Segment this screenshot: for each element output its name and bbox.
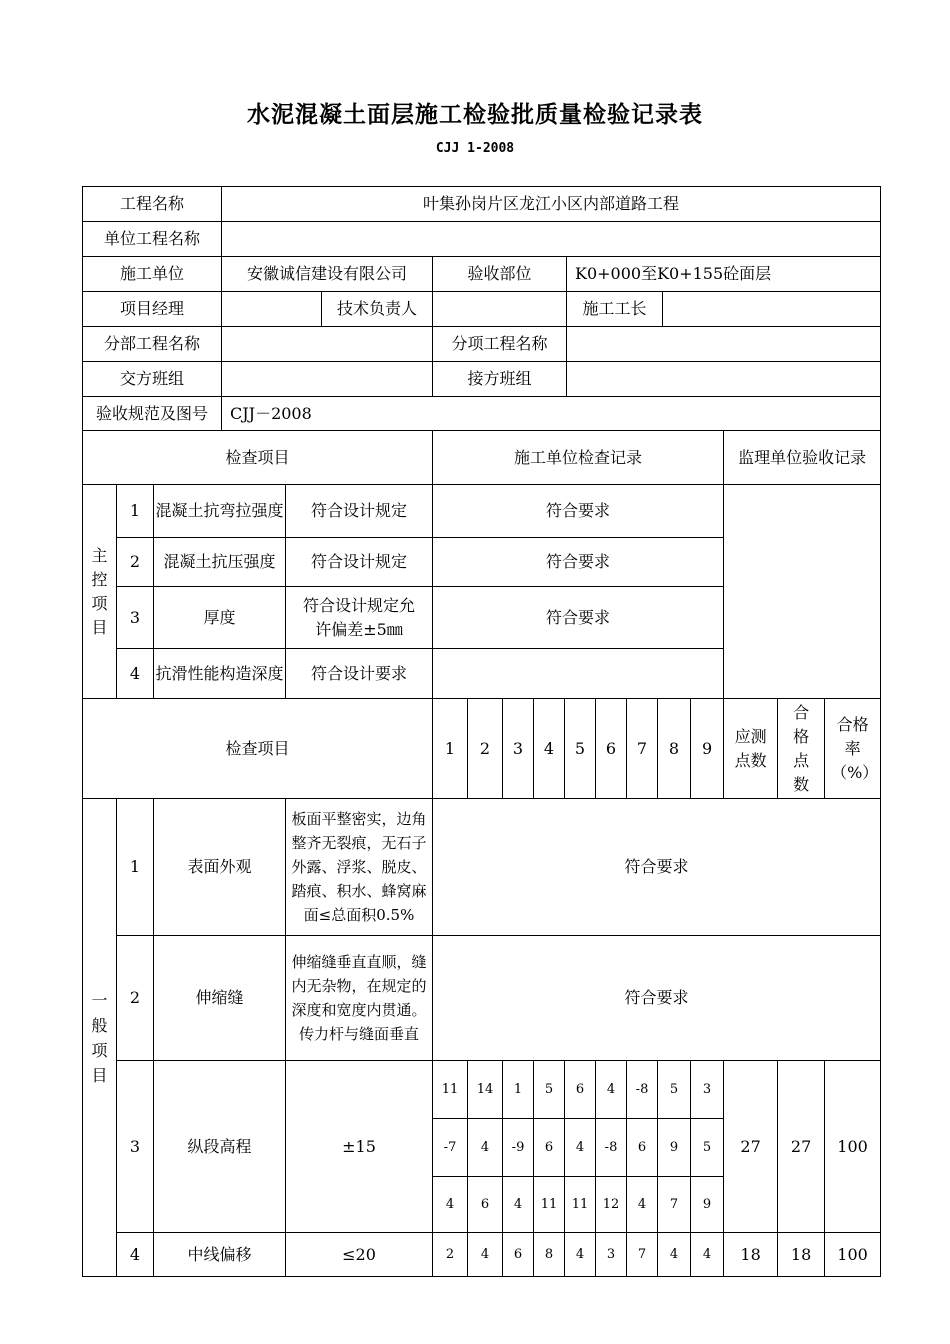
general-row-3-no: 3 [117,1061,154,1233]
reading-cell: 6 [503,1233,534,1277]
reading-cell: 5 [534,1061,565,1119]
point-header-4: 4 [534,699,565,799]
reading-cell: 6 [534,1119,565,1177]
reading-cell: 4 [433,1177,468,1233]
general-row-1-std [286,799,433,936]
standard-code: CJJ 1-2008 [435,141,515,156]
general-row-3-name: 纵段高程 [154,1061,286,1233]
main-row-1-no: 1 [117,485,154,538]
contractor-label: 施工单位 [83,257,222,292]
sub-item-label: 分项工程名称 [433,327,567,362]
pm-label: 项目经理 [83,292,222,327]
general-row-4-pass: 18 [778,1233,825,1277]
spec-value: CJJ－2008 [222,397,881,431]
pass-count-header [778,699,825,799]
supervisor-header-text: 监理单位验收记录 [738,448,867,467]
general-row-4-no: 4 [117,1233,154,1277]
main-row-4-name: 抗滑性能构造深度 [154,649,286,699]
point-header-2: 2 [468,699,503,799]
supervisor-record-cell [724,485,881,699]
general-row-3-pass: 27 [778,1061,825,1233]
general-row-2-std [286,936,433,1061]
inspection-table-body [82,430,881,1277]
spec-label: 验收规范及图号 [83,397,222,431]
unit-project-label: 单位工程名称 [83,222,222,257]
reading-cell: 4 [596,1061,627,1119]
main-row-1-name: 混凝土抗弯拉强度 [154,485,286,538]
general-row-3-should: 27 [724,1061,778,1233]
main-row-3-no: 3 [117,587,154,649]
general-row-4-name: 中线偏移 [154,1233,286,1277]
reading-cell: 4 [658,1233,691,1277]
reading-cell: 8 [534,1233,565,1277]
reading-cell: 11 [534,1177,565,1233]
reading-cell: 5 [691,1119,724,1177]
reading-cell: -7 [433,1119,468,1177]
general-row-4-std: ≤20 [286,1233,433,1277]
reading-cell: 9 [691,1177,724,1233]
handover-team-value [222,362,433,397]
reading-cell: 4 [627,1177,658,1233]
reading-cell: 1 [503,1061,534,1119]
pass-rate-text: 合格率（%） [831,714,879,782]
general-row-2-std-text: 伸缩缝垂直直顺，缝内无杂物，在规定的深度和宽度内贯通。传力杆与缝面垂直 [291,953,427,1043]
general-group-label [83,799,117,1277]
reading-cell: 11 [433,1061,468,1119]
reading-cell: 4 [503,1177,534,1233]
info-table [82,186,881,431]
reading-cell: -8 [596,1119,627,1177]
point-header-1: 1 [433,699,468,799]
reading-cell: 2 [433,1233,468,1277]
reading-cell: 4 [468,1119,503,1177]
page-title: 水泥混凝土面层施工检验批质量检验记录表 [247,102,703,128]
acceptance-part-value: K0+000至K0+155砼面层 [567,257,881,292]
reading-cell: 4 [691,1233,724,1277]
reading-cell: -9 [503,1119,534,1177]
general-header-item: 检查项目 [83,699,433,799]
main-row-3-result: 符合要求 [433,587,724,649]
handover-team-label: 交方班组 [83,362,222,397]
point-header-6: 6 [596,699,627,799]
reading-cell: 4 [565,1119,596,1177]
project-name-value: 叶集孙岗片区龙江小区内部道路工程 [222,187,881,222]
general-row-2-no: 2 [117,936,154,1061]
receiving-team-value [567,362,881,397]
general-row-3-rate: 100 [825,1061,881,1233]
main-row-1-result: 符合要求 [433,485,724,538]
main-control-header-record: 施工单位检查记录 [433,431,724,485]
point-header-7: 7 [627,699,658,799]
reading-cell: 11 [565,1177,596,1233]
sub-division-label: 分部工程名称 [83,327,222,362]
reading-cell: 7 [627,1233,658,1277]
pm-value [222,292,322,327]
main-row-2-no: 2 [117,538,154,587]
general-row-2-name: 伸缩缝 [154,936,286,1061]
general-row-4-rate: 100 [825,1233,881,1277]
general-row-1-name: 表面外观 [154,799,286,936]
main-control-header-supervisor [724,431,881,485]
general-row-1-result: 符合要求 [433,799,881,936]
point-header-8: 8 [658,699,691,799]
reading-cell: 3 [691,1061,724,1119]
tech-lead-label: 技术负责人 [322,292,433,327]
reading-cell: 12 [596,1177,627,1233]
reading-cell: 6 [565,1061,596,1119]
general-row-1-no: 1 [117,799,154,936]
sub-division-value [222,327,433,362]
main-row-3-name: 厚度 [154,587,286,649]
main-row-2-name: 混凝土抗压强度 [154,538,286,587]
reading-cell: 4 [468,1233,503,1277]
receiving-team-label: 接方班组 [433,362,567,397]
foreman-value [663,292,881,327]
reading-cell: 14 [468,1061,503,1119]
pass-rate-header [825,699,881,799]
contractor-value: 安徽诚信建设有限公司 [222,257,433,292]
main-control-group-label [83,485,117,699]
main-row-1-std: 符合设计规定 [286,485,433,538]
reading-cell: -8 [627,1061,658,1119]
main-row-4-result [433,649,724,699]
general-row-4-should: 18 [724,1233,778,1277]
general-row-3-std: ±15 [286,1061,433,1233]
general-group-text: 一般项目 [91,990,108,1085]
reading-cell: 6 [468,1177,503,1233]
reading-cell: 6 [627,1119,658,1177]
pass-count-text: 合格点数 [793,702,810,794]
general-row-1-std-text: 板面平整密实，边角整齐无裂痕，无石子外露、浮浆、脱皮、踏痕、积水、蜂窝麻面≤总面积0.5% [291,810,427,924]
should-measure-header [724,699,778,799]
unit-project-value [222,222,881,257]
general-row-2-result: 符合要求 [433,936,881,1061]
reading-cell: 5 [658,1061,691,1119]
acceptance-part-label: 验收部位 [433,257,567,292]
sub-item-value [567,327,881,362]
should-measure-text: 应测点数 [734,726,767,770]
project-name-label: 工程名称 [83,187,222,222]
tech-lead-value [433,292,567,327]
main-control-group-text: 主控项目 [91,545,108,637]
reading-cell: 7 [658,1177,691,1233]
point-header-9: 9 [691,699,724,799]
main-row-2-std: 符合设计规定 [286,538,433,587]
main-row-4-no: 4 [117,649,154,699]
main-control-header-item: 检查项目 [83,431,433,485]
point-header-3: 3 [503,699,534,799]
foreman-label: 施工工长 [567,292,663,327]
main-row-4-std: 符合设计要求 [286,649,433,699]
reading-cell: 9 [658,1119,691,1177]
main-row-3-std: 符合设计规定允许偏差±5㎜ [286,587,433,649]
main-row-2-result: 符合要求 [433,538,724,587]
reading-cell: 3 [596,1233,627,1277]
reading-cell: 4 [565,1233,596,1277]
point-header-5: 5 [565,699,596,799]
